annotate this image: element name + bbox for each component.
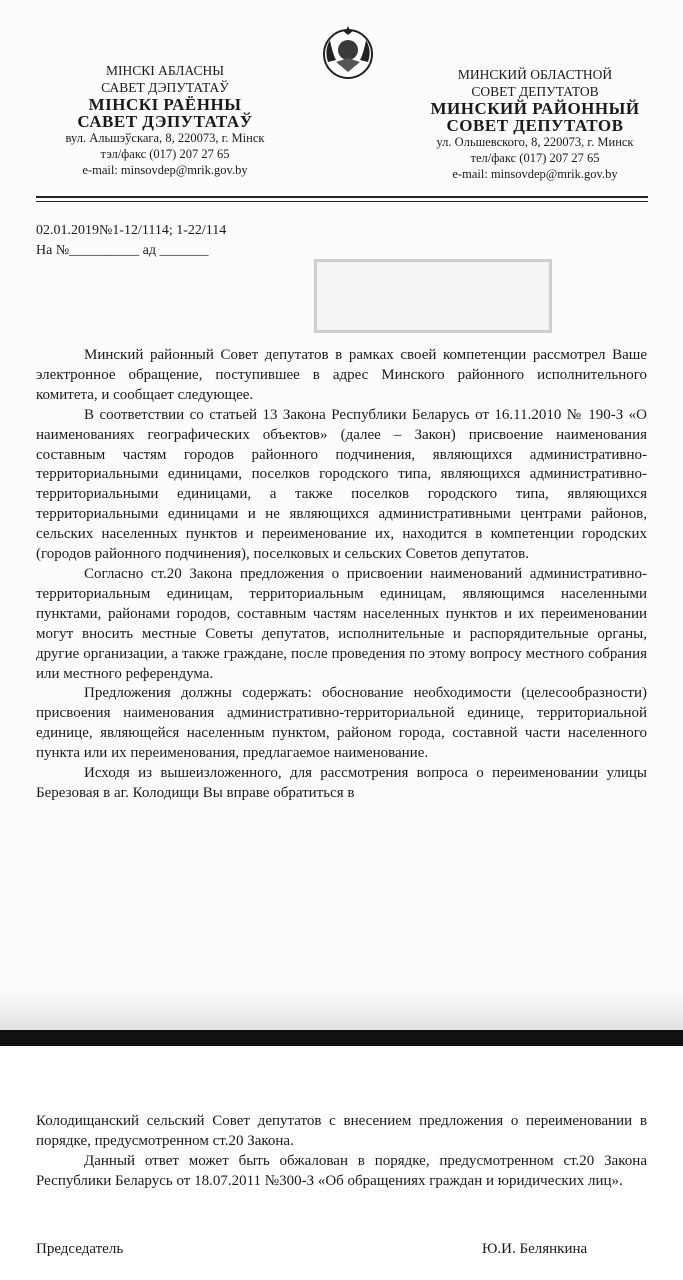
letter-body-continued bbox=[36, 1112, 647, 1192]
header-belarusian bbox=[40, 62, 290, 178]
signatory-name: Ю.И. Белянкина bbox=[482, 1241, 588, 1257]
header-left-address: вул. Альшэўскага, 8, 220073, г. Мінск bbox=[65, 131, 265, 145]
paragraph: Предложения должны содержать: обоснование необходимости (целесообразности) присвоения наименования административно-территориальной единице, территориальной единице, являющейся населенным пунктом, районом города, составной части населенного пункта или их переименования, предлагаемое наименование. bbox=[36, 685, 647, 762]
header-right-name2: СОВЕТ ДЕПУТАТОВ bbox=[446, 116, 624, 135]
header-divider bbox=[36, 196, 648, 198]
paragraph: Согласно ст.20 Закона предложения о присвоении наименований административно-территориальным единицам, территориальным единицам, являющимся населенными пунктами, районами городов, составным частям населенных пунктов и их переименовании могут вносить местные Советы депутатов, исполнительные и распорядительные органы, другие организации, а также граждане, после проведения по этому вопросу местного собрания или местного референдума. bbox=[36, 565, 647, 682]
header-russian bbox=[410, 66, 660, 182]
paragraph: Исходя из вышеизложенного, для рассмотрения вопроса о переименовании улицы Березовая в аг. Колодищи Вы вправе обратиться в bbox=[36, 765, 647, 801]
header-left-line1: МІНСКІ АБЛАСНЫ bbox=[105, 63, 225, 78]
paragraph: Данный ответ может быть обжалован в порядке, предусмотренном ст.20 Закона Республики Беларусь от 18.07.2011 №300-З «Об обращениях граждан и юридических лиц». bbox=[36, 1152, 647, 1189]
state-emblem-icon bbox=[318, 22, 378, 82]
header-left-name1: МІНСКІ РАЁННЫ bbox=[88, 95, 242, 114]
header-right-email: e-mail: minsovdep@mrik.gov.by bbox=[452, 167, 618, 181]
letter-body bbox=[36, 346, 647, 804]
header-right-phone: тел/факс (017) 207 27 65 bbox=[470, 151, 600, 165]
header-right-address: ул. Ольшевского, 8, 220073, г. Минск bbox=[436, 135, 634, 149]
paragraph: В соответствии со статьей 13 Закона Республики Беларусь от 16.11.2010 № 190-З «О наименованиях географических объектов» (далее – Закон) присвоение наименования составным частям городов районного подчинения, являющихся административно-территориальными единицами, поселков городского типа, являющихся административно-территориальными единицами, а также поселков городского типа, являющихся территориальными единицами и не являющихся административными центрами районов, сельских населенных пунктов и переименование их, находится в компетенции городских (городов районного подчинения), поселковых и сельских Советов депутатов. bbox=[36, 406, 647, 563]
header-right-line2: СОВЕТ ДЕПУТАТОВ bbox=[471, 84, 599, 99]
page-fold-shadow bbox=[0, 990, 683, 1030]
header-right-line1: МИНСКИЙ ОБЛАСТНОЙ bbox=[457, 67, 613, 82]
scan-separator-band bbox=[0, 1030, 683, 1046]
signatory-title: Председатель bbox=[36, 1241, 124, 1257]
header-left-name2: САВЕТ ДЭПУТАТАЎ bbox=[77, 112, 253, 131]
outgoing-number: 02.01.2019№1-12/1114; 1-22/114 bbox=[36, 223, 227, 238]
header-divider-thin bbox=[36, 201, 648, 202]
redacted-addressee bbox=[314, 259, 552, 333]
paragraph: Минский районный Совет депутатов в рамках своей компетенции рассмотрел Ваше электронное обращение, поступившее в адрес Минского районного исполнительного комитета, и сообщает следующее. bbox=[36, 347, 647, 403]
header-left-phone: тэл/факс (017) 207 27 65 bbox=[100, 147, 230, 161]
header-left-line2: САВЕТ ДЭПУТАТАЎ bbox=[101, 80, 229, 95]
incoming-reference: На №__________ ад _______ bbox=[36, 243, 209, 258]
header-left-email: e-mail: minsovdep@mrik.gov.by bbox=[82, 163, 248, 177]
paragraph: Колодищанский сельский Совет депутатов с внесением предложения о переименовании в порядке, предусмотренном ст.20 Закона. bbox=[36, 1113, 647, 1149]
header-right-name1: МИНСКИЙ РАЙОННЫЙ bbox=[430, 99, 640, 118]
